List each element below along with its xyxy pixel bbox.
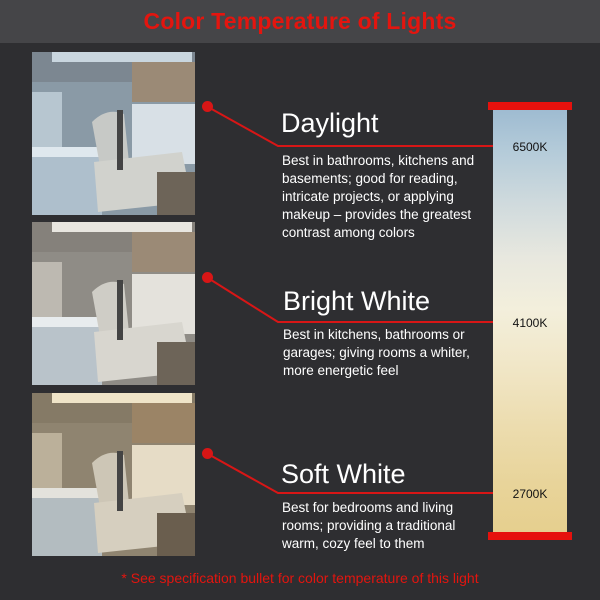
bar-top-cap	[488, 102, 572, 110]
bright-white-heading: Bright White	[283, 286, 431, 316]
daylight-marker-dot	[202, 101, 213, 112]
temp-label-4100k: 4100K	[512, 316, 548, 330]
temp-label-2700k: 2700K	[512, 487, 548, 501]
temp-label-6500k: 6500K	[512, 140, 548, 154]
soft-white-heading: Soft White	[281, 459, 406, 489]
bright-white-description: Best in kitchens, bathrooms or garages; giving rooms a whiter, more energetic feel	[283, 327, 470, 378]
soft-white-marker-dot	[202, 448, 213, 459]
bar-bottom-cap	[488, 532, 572, 540]
daylight-heading: Daylight	[281, 108, 379, 138]
daylight-description: Best in bathrooms, kitchens and basements; good for reading, intricate projects, or applying makeup – provides the greatest contrast among colors	[282, 153, 475, 240]
page-title: Color Temperature of Lights	[143, 8, 457, 34]
bright-white-marker-dot	[202, 272, 213, 283]
soft-white-description: Best for bedrooms and living rooms; providing a traditional warm, cozy feel to them	[282, 500, 456, 551]
footnote: * See specification bullet for color temperature of this light	[121, 570, 479, 586]
